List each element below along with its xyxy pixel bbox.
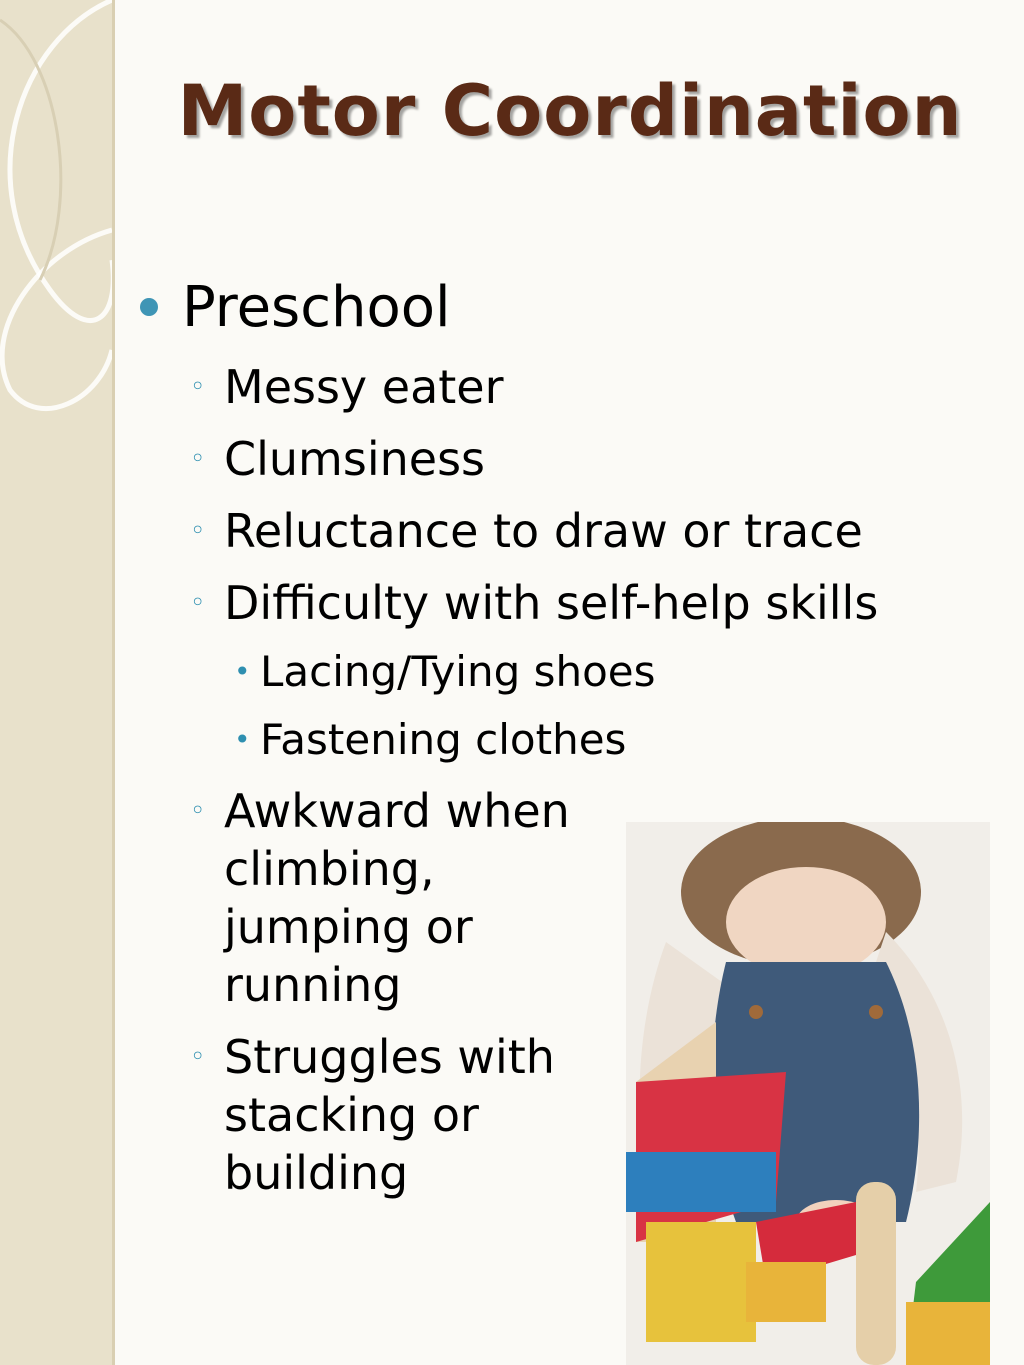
swirl-decoration <box>0 0 112 1365</box>
open-circle-bullet-icon: ◦ <box>190 588 206 618</box>
list-item <box>140 358 1000 416</box>
list-item-text: Struggles with stacking or building <box>224 1030 555 1200</box>
list-item-text: Difficulty with self-help skills <box>224 576 879 630</box>
list-item <box>140 1028 594 1202</box>
list-item-text: Clumsiness <box>224 432 485 486</box>
list-item <box>140 782 594 1014</box>
slide-title: Motor Coordination <box>177 70 963 152</box>
list-item <box>140 502 1000 560</box>
sub-list-item-text: Fastening clothes <box>260 715 627 764</box>
open-circle-bullet-icon: ◦ <box>190 796 206 826</box>
open-circle-bullet-icon: ◦ <box>190 516 206 546</box>
list-item <box>140 430 1000 488</box>
open-circle-bullet-icon: ◦ <box>190 444 206 474</box>
sub-list-item-text: Lacing/Tying shoes <box>260 647 656 696</box>
decorative-side-band <box>0 0 115 1365</box>
list-item-text: Messy eater <box>224 360 504 414</box>
list-item <box>140 574 1000 632</box>
child-playing-blocks-photo <box>626 822 990 1365</box>
open-circle-bullet-icon: ◦ <box>190 1042 206 1072</box>
list-item-text: Awkward when climbing, jumping or running <box>224 784 570 1012</box>
small-dot-bullet-icon: • <box>234 655 251 688</box>
bullet-dot-icon <box>140 298 158 316</box>
photo-illustration <box>626 822 990 1365</box>
list-item-text: Reluctance to draw or trace <box>224 504 863 558</box>
open-circle-bullet-icon: ◦ <box>190 372 206 402</box>
sub-list-item <box>140 712 1000 768</box>
bullet-text: Preschool <box>182 275 451 340</box>
sub-list-item <box>140 644 1000 700</box>
small-dot-bullet-icon: • <box>234 723 251 756</box>
bullet-preschool <box>140 272 1000 344</box>
